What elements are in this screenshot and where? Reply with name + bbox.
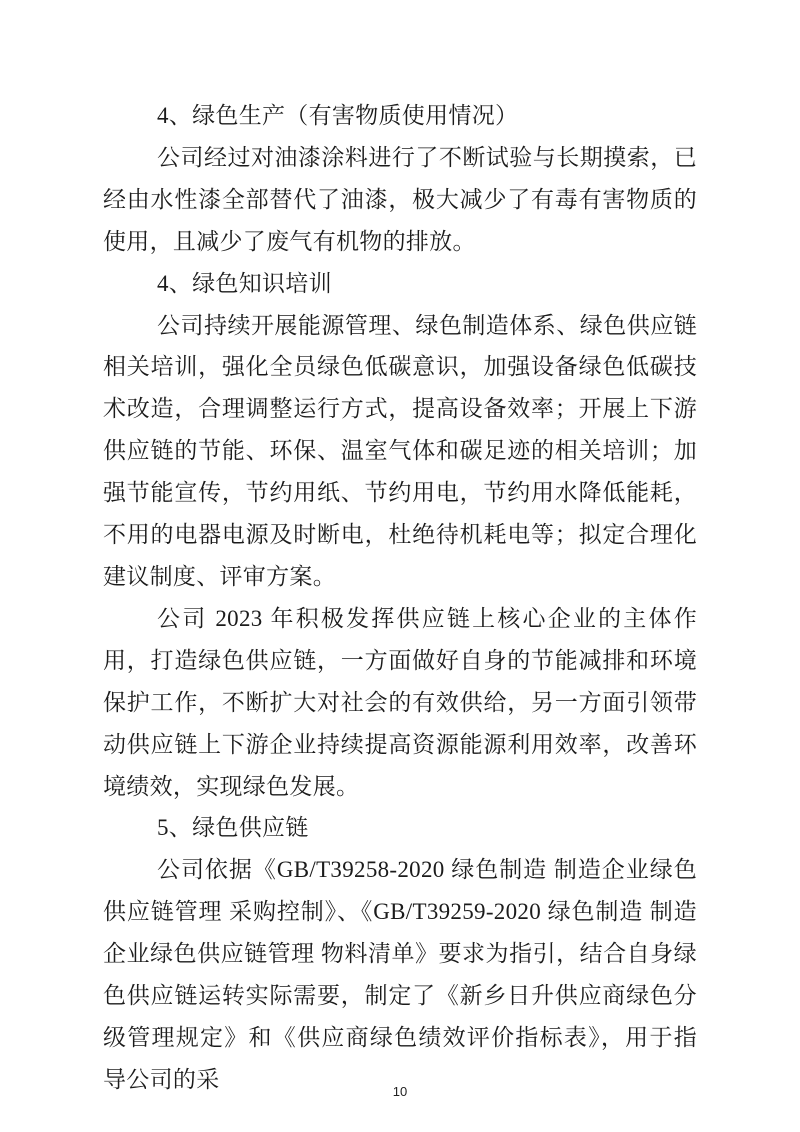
section-heading-green-supply-chain: 5、绿色供应链 — [157, 815, 309, 841]
paragraph-green-knowledge-training: 公司持续开展能源管理、绿色制造体系、绿色供应链相关培训，强化全员绿色低碳意识，加强设备绿色低碳技术改造，合理调整运行方式，提高设备效率；开展上下游供应链的节能、环保、温室气体和碳足迹的相关培训；加强节能宣传，节约用纸、节约用电，节约用水降低能耗，不用的电器电源及时断电，杜绝待机耗电等；拟定合理化建议制度、评审方案。 — [103, 312, 697, 589]
paragraph-green-production: 公司经过对油漆涂料进行了不断试验与长期摸索，已经由水性漆全部替代了油漆，极大减少了有毒有害物质的使用，且减少了废气有机物的排放。 — [103, 144, 697, 254]
page-number: 10 — [392, 1084, 408, 1099]
document-body — [103, 95, 697, 1101]
section-heading-green-knowledge-training: 4、绿色知识培训 — [157, 270, 332, 296]
paragraph-supply-chain-core-role: 公司 2023 年积极发挥供应链上核心企业的主体作用，打造绿色供应链，一方面做好自身的节能减排和环境保护工作，不断扩大对社会的有效供给，另一方面引领带动供应链上下游企业持续提高资源能源利用效率，改善环境绩效，实现绿色发展。 — [103, 605, 697, 799]
paragraph-green-supply-chain-standards: 公司依据《GB/T39258-2020 绿色制造 制造企业绿色供应链管理 采购控制》、《GB/T39259-2020 绿色制造 制造企业绿色供应链管理 物料清单》要求为指引，结合自身绿色供应链运转实际需要，制定了《新乡日升供应商绿色分级管理规定》和《供应商绿色绩效评价指标表》，用于指导公司的采 — [103, 857, 697, 1092]
section-heading-green-production: 4、绿色生产（有害物质使用情况） — [157, 103, 519, 128]
